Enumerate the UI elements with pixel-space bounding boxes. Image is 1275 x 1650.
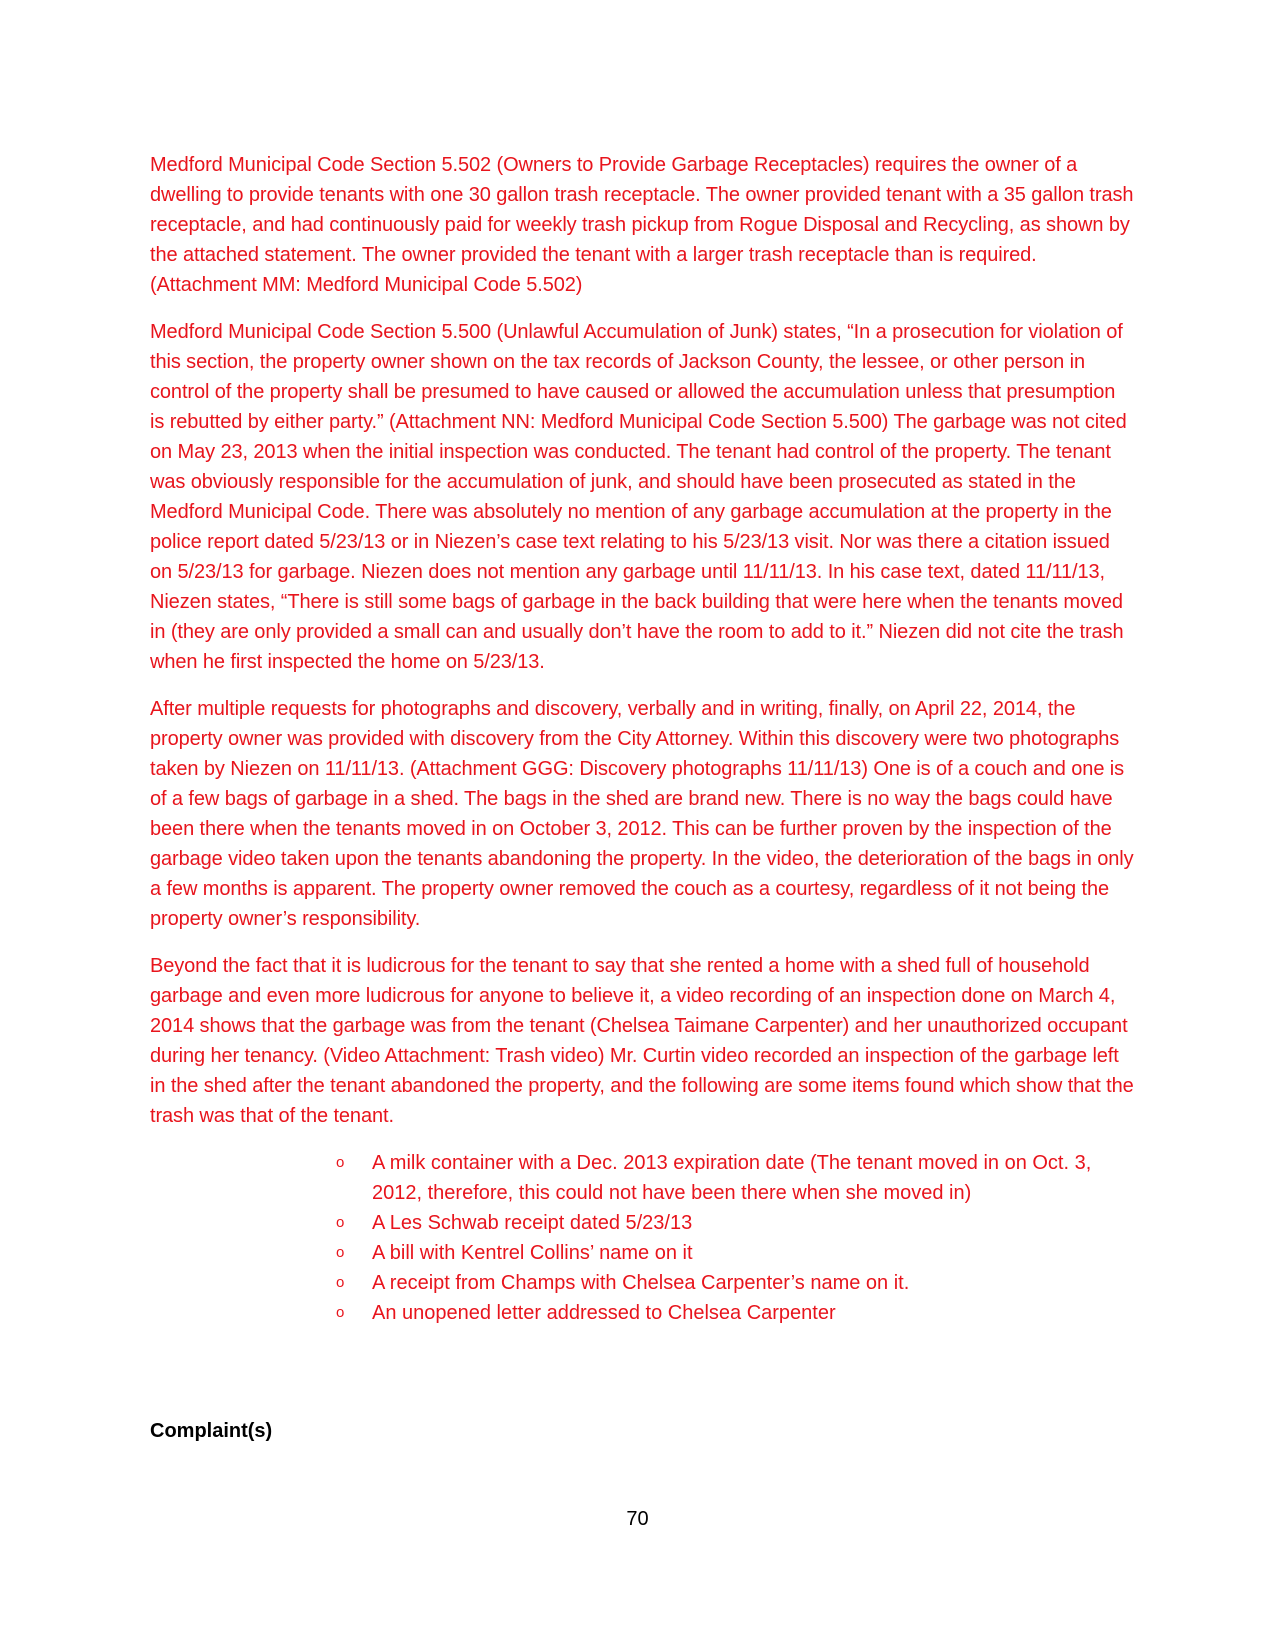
list-item [336, 1298, 1135, 1328]
bullet-marker: o [336, 1274, 345, 1291]
list-item-text: A receipt from Champs with Chelsea Carpenter’s name on it. [372, 1272, 910, 1294]
bullet-marker: o [336, 1304, 345, 1321]
page-number: 70 [626, 1508, 649, 1530]
list-item-text: A bill with Kentrel Collins’ name on it [372, 1242, 693, 1264]
paragraph-video-inspection: Beyond the fact that it is ludicrous for the tenant to say that she rented a home with a shed full of household garbage and even more ludicrous for anyone to believe it, a video recording of an inspection done on March 4, 2014 shows that the garbage was from the tenant (Chelsea Taimane Carpenter) and her unauthorized occupant during her tenancy. (Video Attachment: Trash video) Mr. Curtin video recorded an inspection of the garbage left in the shed after the tenant abandoned the property, and the following are some items found which show that the trash was that of the tenant. [150, 955, 1134, 1127]
list-item [336, 1268, 1135, 1298]
bullet-marker: o [336, 1214, 345, 1231]
list-item-text: A Les Schwab receipt dated 5/23/13 [372, 1212, 693, 1234]
list-item [336, 1148, 1135, 1208]
bullet-marker: o [336, 1244, 345, 1261]
evidence-list [150, 1148, 1135, 1328]
paragraph-unlawful-accumulation: Medford Municipal Code Section 5.500 (Unlawful Accumulation of Junk) states, “In a prosecution for violation of this section, the property owner shown on the tax records of Jackson County, the lessee, or other person in control of the property shall be presumed to have caused or allowed the accumulation unless that presumption is rebutted by either party.” (Attachment NN: Medford Municipal Code Section 5.500) The garbage was not cited on May 23, 2013 when the initial inspection was conducted. The tenant had control of the property. The tenant was obviously responsible for the accumulation of junk, and should have been prosecuted as stated in the Medford Municipal Code. There was absolutely no mention of any garbage accumulation at the property in the police report dated 5/23/13 or in Niezen’s case text relating to his 5/23/13 visit. Nor was there a citation issued on 5/23/13 for garbage. Niezen does not mention any garbage until 11/11/13. In his case text, dated 11/11/13, Niezen states, “There is still some bags of garbage in the back building that were here when the tenants moved in (they are only provided a small can and usually don’t have the room to add to it.” Niezen did not cite the trash when he first inspected the home on 5/23/13. [150, 321, 1127, 673]
document-body [150, 150, 1135, 1328]
paragraph-discovery-photographs: After multiple requests for photographs and discovery, verbally and in writing, finally, on April 22, 2014, the property owner was provided with discovery from the City Attorney. Within this discovery were two photographs taken by Niezen on 11/11/13. (Attachment GGG: Discovery photographs 11/11/13) One is of a couch and one is of a few bags of garbage in a shed. The bags in the shed are brand new. There is no way the bags could have been there when the tenants moved in on October 3, 2012. This can be further proven by the inspection of the garbage video taken upon the tenants abandoning the property. In the video, the deterioration of the bags in only a few months is apparent. The property owner removed the couch as a courtesy, regardless of it not being the property owner’s responsibility. [150, 698, 1134, 930]
list-item-text: An unopened letter addressed to Chelsea Carpenter [372, 1302, 836, 1324]
list-item-text: A milk container with a Dec. 2013 expiration date (The tenant moved in on Oct. 3, 2012, therefore, this could not have been there when she moved in) [372, 1152, 1092, 1204]
section-heading: Complaint(s) [150, 1420, 273, 1442]
bullet-marker: o [336, 1154, 345, 1171]
list-item [336, 1238, 1135, 1268]
paragraph-garbage-receptacles: Medford Municipal Code Section 5.502 (Owners to Provide Garbage Receptacles) requires the owner of a dwelling to provide tenants with one 30 gallon trash receptacle. The owner provided tenant with a 35 gallon trash receptacle, and had continuously paid for weekly trash pickup from Rogue Disposal and Recycling, as shown by the attached statement. The owner provided the tenant with a larger trash receptacle than is required. (Attachment MM: Medford Municipal Code 5.502) [150, 154, 1134, 296]
list-item [336, 1208, 1135, 1238]
